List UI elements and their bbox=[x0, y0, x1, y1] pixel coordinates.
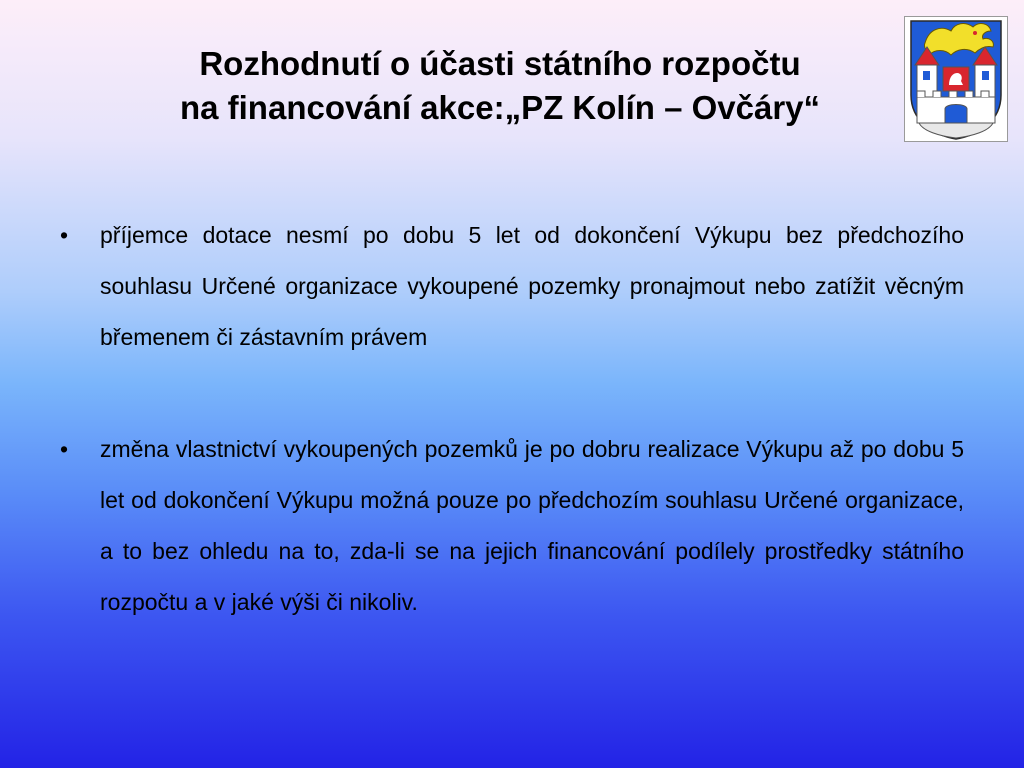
bullet-dot: • bbox=[60, 436, 69, 462]
coat-of-arms-icon bbox=[904, 16, 1008, 142]
slide-title-line-2: na financování akce:„PZ Kolín – Ovčáry“ bbox=[179, 89, 821, 126]
bullet-dot: • bbox=[60, 222, 69, 248]
slide-title-line-1: Rozhodnutí o účasti státního rozpočtu bbox=[199, 45, 801, 82]
bullet-item bbox=[60, 210, 964, 363]
bullet-text: příjemce dotace nesmí po dobu 5 let od dokončení Výkupu bez předchozího souhlasu Určené organizace vykoupené pozemky pronajmout nebo zatížit věcným břemenem či zástavním právem bbox=[100, 222, 964, 350]
slide-title bbox=[60, 42, 940, 130]
bullet-item bbox=[60, 424, 964, 628]
bullet-list bbox=[60, 210, 964, 628]
bullet-text: změna vlastnictví vykoupených pozemků je po dobru realizace Výkupu až po dobu 5 let od dokončení Výkupu možná pouze po předchozím souhlasu Určené organizace, a to bez ohledu na to, zda-li se na jejich financování podílely prostředky státního rozpočtu a v jaké výši či nikoliv. bbox=[100, 436, 964, 615]
